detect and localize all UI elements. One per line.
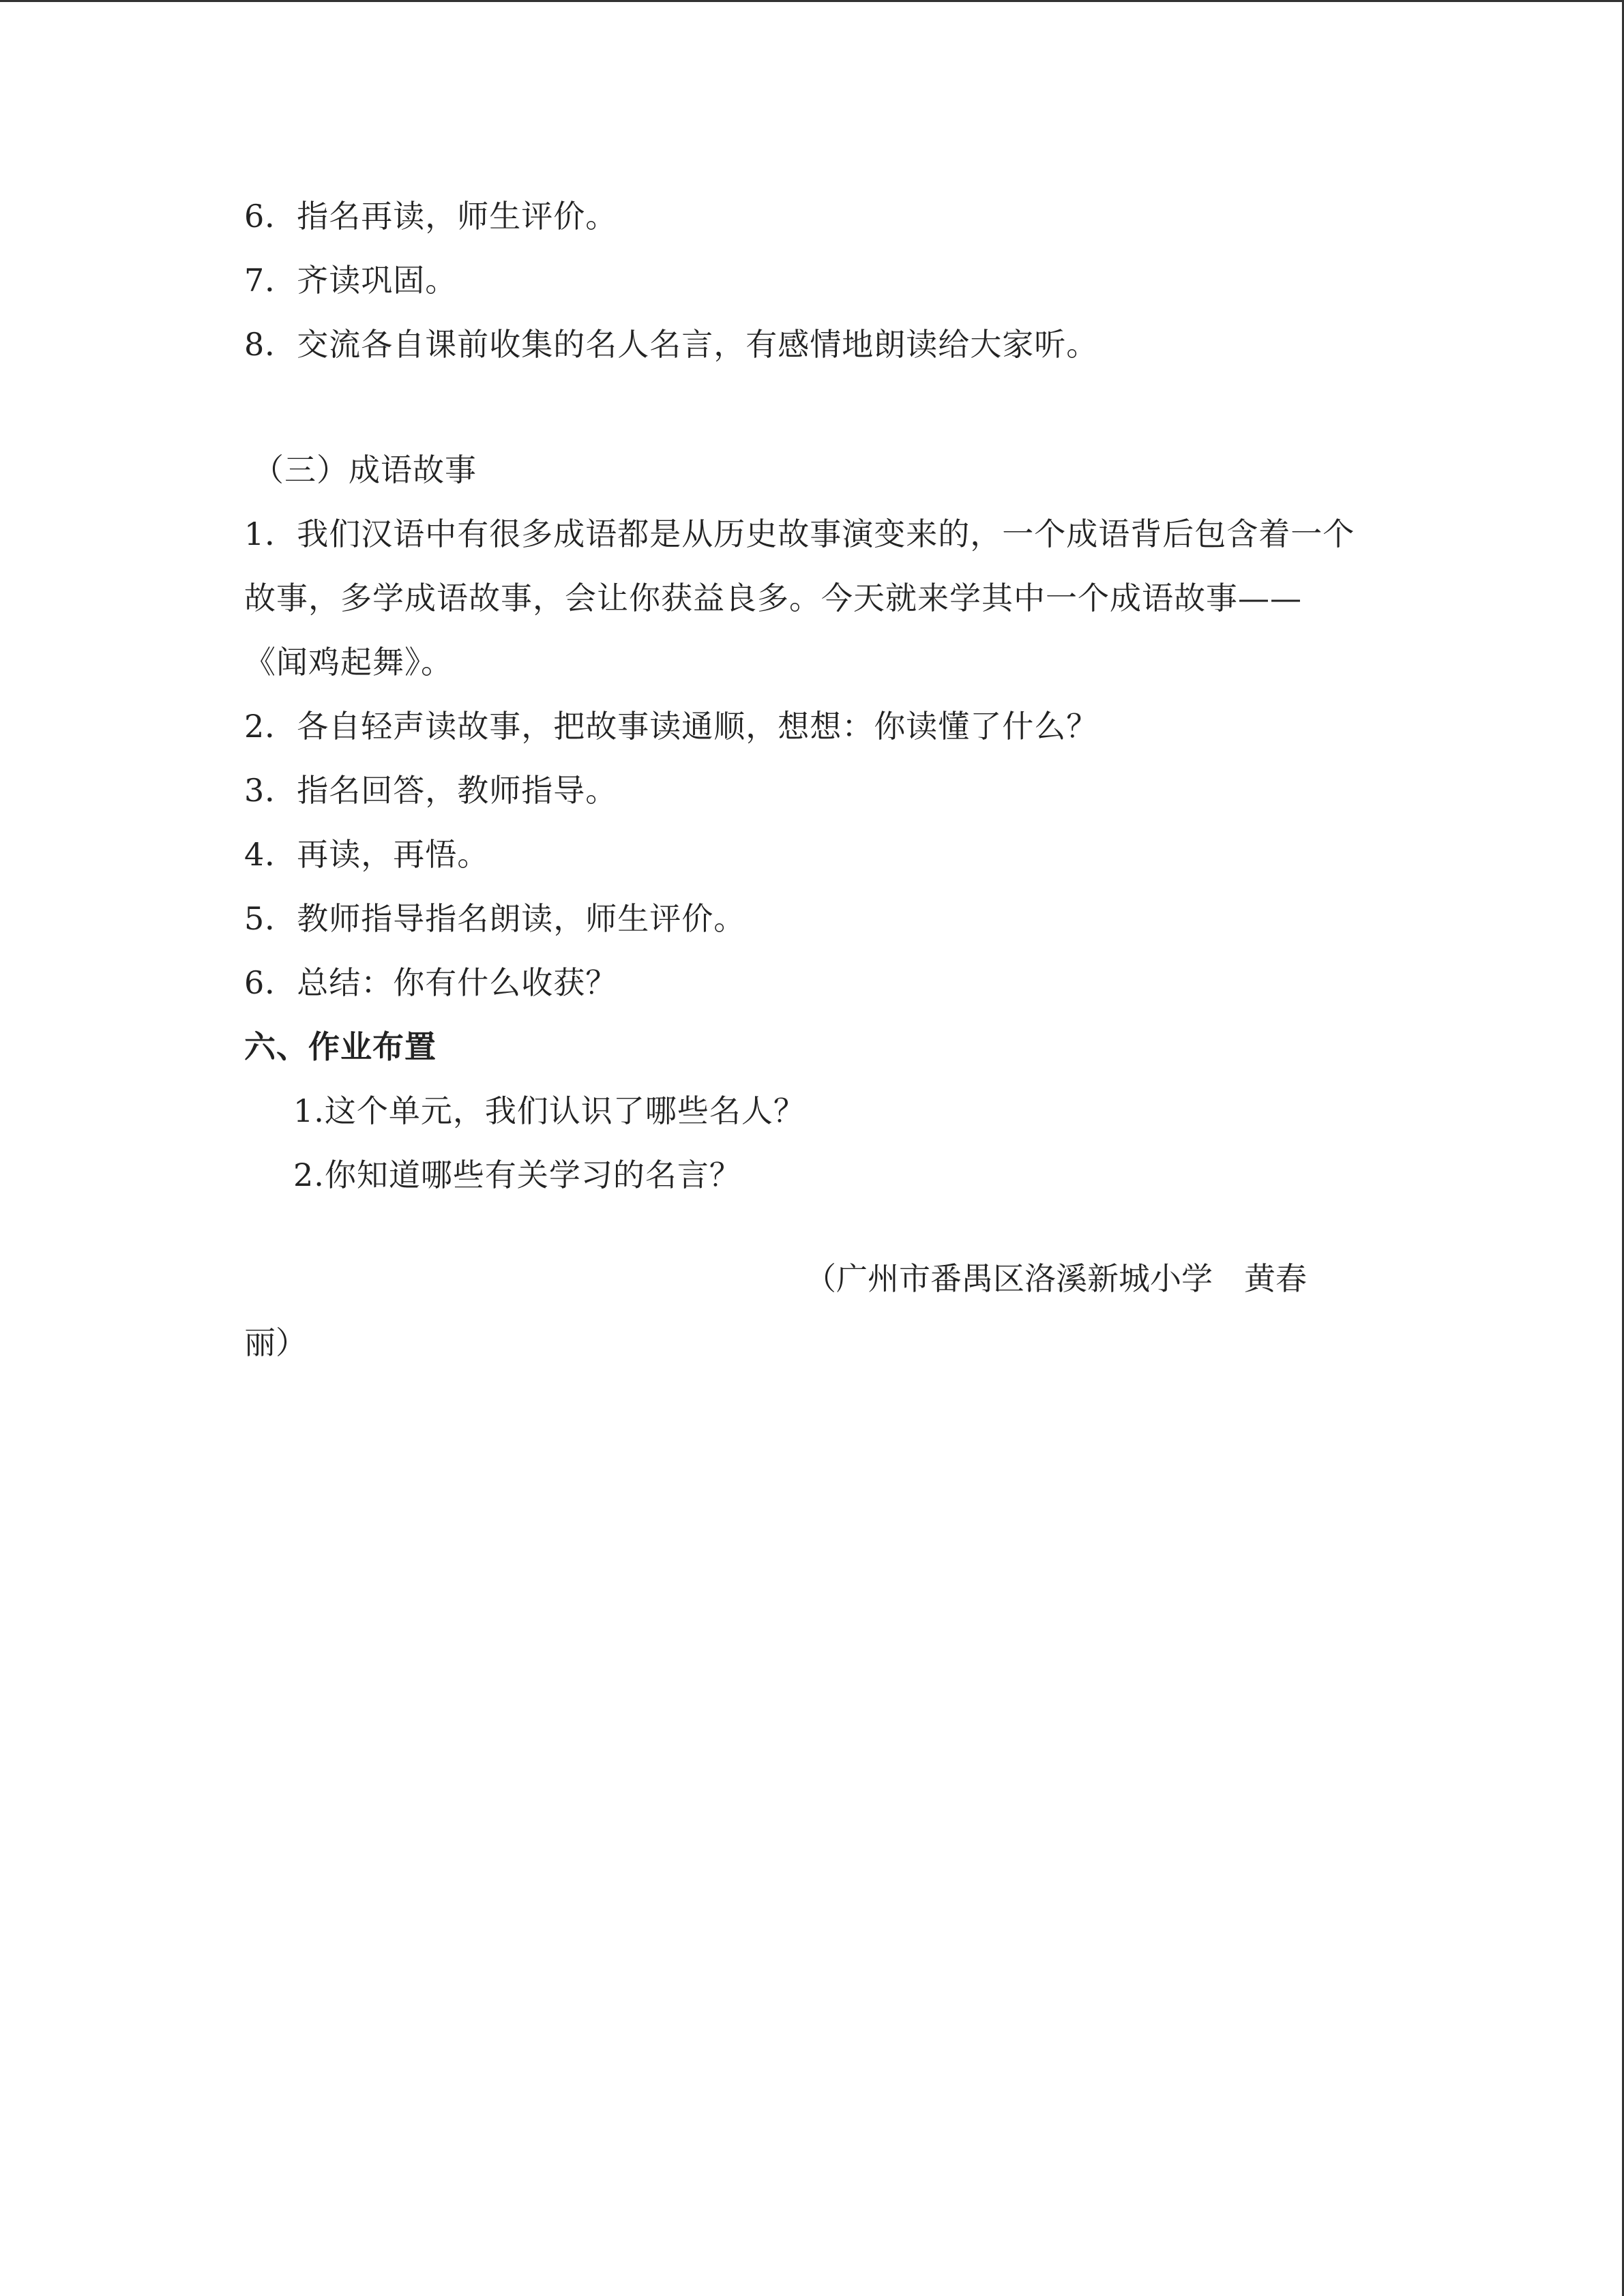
page-border-top bbox=[0, 0, 1624, 2]
author-signature-line1: （广州市番禺区洛溪新城小学 黄春 bbox=[805, 1260, 1307, 1297]
homework-item: 2.你知道哪些有关学习的名言？ bbox=[293, 1157, 741, 1193]
paragraph-line: 1．我们汉语中有很多成语都是从历史故事演变来的，一个成语背后包含着一个 bbox=[244, 516, 1355, 552]
paragraph-line: 故事，多学成语故事，会让你获益良多。今天就来学其中一个成语故事—— bbox=[244, 580, 1302, 616]
document-body bbox=[244, 184, 1390, 1375]
paragraph-line: 3．指名回答，教师指导。 bbox=[244, 772, 618, 809]
paragraph-line: 7．齐读巩固。 bbox=[244, 262, 458, 299]
paragraph-gap bbox=[244, 376, 1390, 438]
author-signature-line2: 丽） bbox=[244, 1324, 307, 1361]
section-title-idiom-story: （三）成语故事 bbox=[252, 451, 477, 488]
section-title-homework: 六、作业布置 bbox=[244, 1028, 437, 1065]
paragraph-line: 6．总结：你有什么收获？ bbox=[244, 964, 618, 1001]
paragraph-line: 《闻鸡起舞》。 bbox=[244, 644, 453, 681]
paragraph-line: 8．交流各自课前收集的名人名言，有感情地朗读给大家听。 bbox=[244, 326, 1099, 363]
paragraph-line: 2．各自轻声读故事，把故事读通顺，想想：你读懂了什么？ bbox=[244, 708, 1099, 745]
paragraph-line: 4．再读，再悟。 bbox=[244, 836, 490, 873]
paragraph-line: 6．指名再读，师生评价。 bbox=[244, 198, 618, 235]
paragraph-line: 5．教师指导指名朗读，师生评价。 bbox=[244, 900, 746, 937]
homework-item: 1.这个单元，我们认识了哪些名人？ bbox=[293, 1092, 806, 1129]
